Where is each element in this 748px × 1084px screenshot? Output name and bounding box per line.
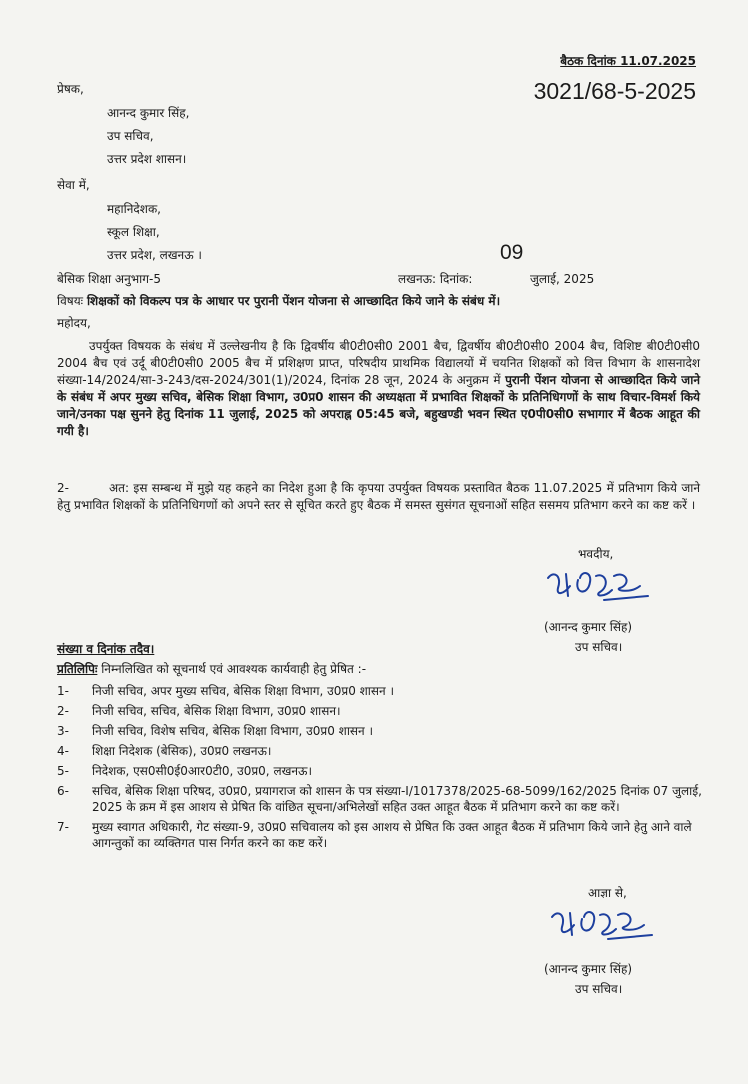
order-name: (आनन्द कुमार सिंह) [544, 962, 632, 976]
subject-line [57, 294, 500, 309]
list-item: 1- निजी सचिव, अपर मुख्य सचिव, बेसिक शिक्षा विभाग, उ0प्र0 शासन । [57, 684, 395, 698]
subject-text: शिक्षकों को विकल्प पत्र के आधार पर पुरानी पेंशन योजना से आच्छादित किये जाने के संबंध में। [86, 294, 501, 308]
copy-reference: संख्या व दिनांक तदैव। [57, 642, 155, 656]
section-name: बेसिक शिक्षा अनुभाग-5 [57, 272, 161, 286]
sender-label: प्रेषक, [57, 82, 84, 96]
order-designation: उप सचिव। [575, 982, 623, 996]
list-item: 6- सचिव, बेसिक शिक्षा परिषद, उ0प्र0, प्रयागराज को शासन के पत्र संख्या-I/1017378/2025-68-5099/162/2025 दिनांक 07 जुलाई, 2025 के क्रम में इस आशय से प्रेषित कि वांछित सूचना/अभिलेखों सहित उक्त आहूत बैठक में प्रतिभाग करने का कष्ट करें। [57, 784, 702, 814]
body-paragraph-2 [57, 480, 700, 514]
date-month-year: जुलाई, 2025 [530, 272, 595, 286]
list-item: 7- मुख्य स्वागत अधिकारी, गेट संख्या-9, उ0प्र0 सचिवालय को इस आशय से प्रेषित कि उक्त आहूत बैठक में प्रतिभाग किये जाने हेतु आने वाले आगन्तुकों का व्यक्तिगत पास निर्गत करने का कष्ट करें। [57, 820, 692, 850]
recipient-line3: उत्तर प्रदेश, लखनऊ । [107, 248, 202, 262]
copy-label: प्रतिलिपिः [57, 662, 98, 676]
para1-normal-text: उपर्युक्त विषयक के संबंध में उल्लेखनीय है कि द्विवर्षीय बी0टी0सी0 2001 बैच, द्विवर्षीय बी0टी0सी0 2004 बैच, विशिष्ट बी0टी0सी0 2004 बैच एवं उर्दू बी0टी0सी0 2005 बैच में प्रशिक्षण प्राप्त, परिषदीय प्राथमिक विद्यालयों में चयनित शिक्षकों को वित्त विभाग के शासनादेश संख्या-14/2024/सा-3-243/दस-2024/301(1)/2024, दिनांक 28 जून, 2024 के अनुक्रम में [57, 339, 700, 387]
list-item: 5- निदेशक, एस0सी0ई0आर0टी0, उ0प्र0, लखनऊ। [57, 764, 313, 778]
recipient-line2: स्कूल शिक्षा, [107, 225, 160, 239]
signature-2 [548, 905, 660, 943]
subject-label: विषयः [57, 294, 84, 308]
by-order: आज्ञा से, [588, 886, 627, 900]
date-place-label: लखनऊ: दिनांक: [398, 272, 473, 286]
list-item: 4- शिक्षा निदेशक (बेसिक), उ0प्र0 लखनऊ। [57, 744, 272, 758]
closing-designation: उप सचिव। [575, 640, 623, 654]
sender-name: आनन्द कुमार सिंह, [107, 106, 190, 120]
para1-bold-text: पुरानी पेंशन योजना से आच्छादित किये जाने के संबंध में अपर मुख्य सचिव, बेसिक शिक्षा विभाग, उ0प्र0 शासन की अध्यक्षता में प्रभावित शिक्षकों के प्रतिनिधिगणों के साथ विचार-विमर्श किये जाने/उनका पक्ष सुनने हेतु दिनांक 11 जुलाई, 2025 को अपराह्न 05:45 बजे, बहुखण्डी भवन स्थित ए0पी0सी0 सभागार में बैठक आहूत की गयी है। [57, 373, 700, 438]
sender-designation: उप सचिव, [107, 129, 154, 143]
salutation: महोदय, [57, 316, 91, 330]
copy-intro: निम्नलिखित को सूचनार्थ एवं आवश्यक कार्यवाही हेतु प्रेषित :- [101, 662, 367, 676]
recipient-line1: महानिदेशक, [107, 202, 161, 216]
copy-list [57, 683, 707, 855]
list-item: 3- निजी सचिव, विशेष सचिव, बेसिक शिक्षा विभाग, उ0प्र0 शासन । [57, 724, 374, 738]
closing-name: (आनन्द कुमार सिंह) [544, 620, 632, 634]
copy-intro-line [57, 662, 366, 677]
para2-text: अत: इस सम्बन्ध में मुझे यह कहने का निदेश हुआ है कि कृपया उपर्युक्त विषयक प्रस्तावित बैठक 11.07.2025 में प्रतिभाग किये जाने हेतु प्रभावित शिक्षकों के प्रतिनिधिगणों को अपने स्तर से सूचित करते हुए बैठक में समस्त सुसंगत सूचनाओं सहित ससमय प्रतिभाग करने का कष्ट करें । [57, 481, 700, 512]
yours-faithfully: भवदीय, [578, 547, 614, 561]
letter-number: 3021/68-5-2025 [533, 78, 696, 104]
body-paragraph-1 [57, 338, 700, 440]
sender-office: उत्तर प्रदेश शासन। [107, 152, 187, 166]
signature-1 [544, 566, 656, 604]
para2-number: 2- [57, 481, 69, 495]
recipient-label: सेवा में, [57, 178, 90, 192]
handwritten-day: 09 [500, 241, 524, 264]
list-item: 2- निजी सचिव, सचिव, बेसिक शिक्षा विभाग, उ0प्र0 शासन। [57, 704, 341, 718]
meeting-date: बैठक दिनांक 11.07.2025 [560, 54, 696, 68]
